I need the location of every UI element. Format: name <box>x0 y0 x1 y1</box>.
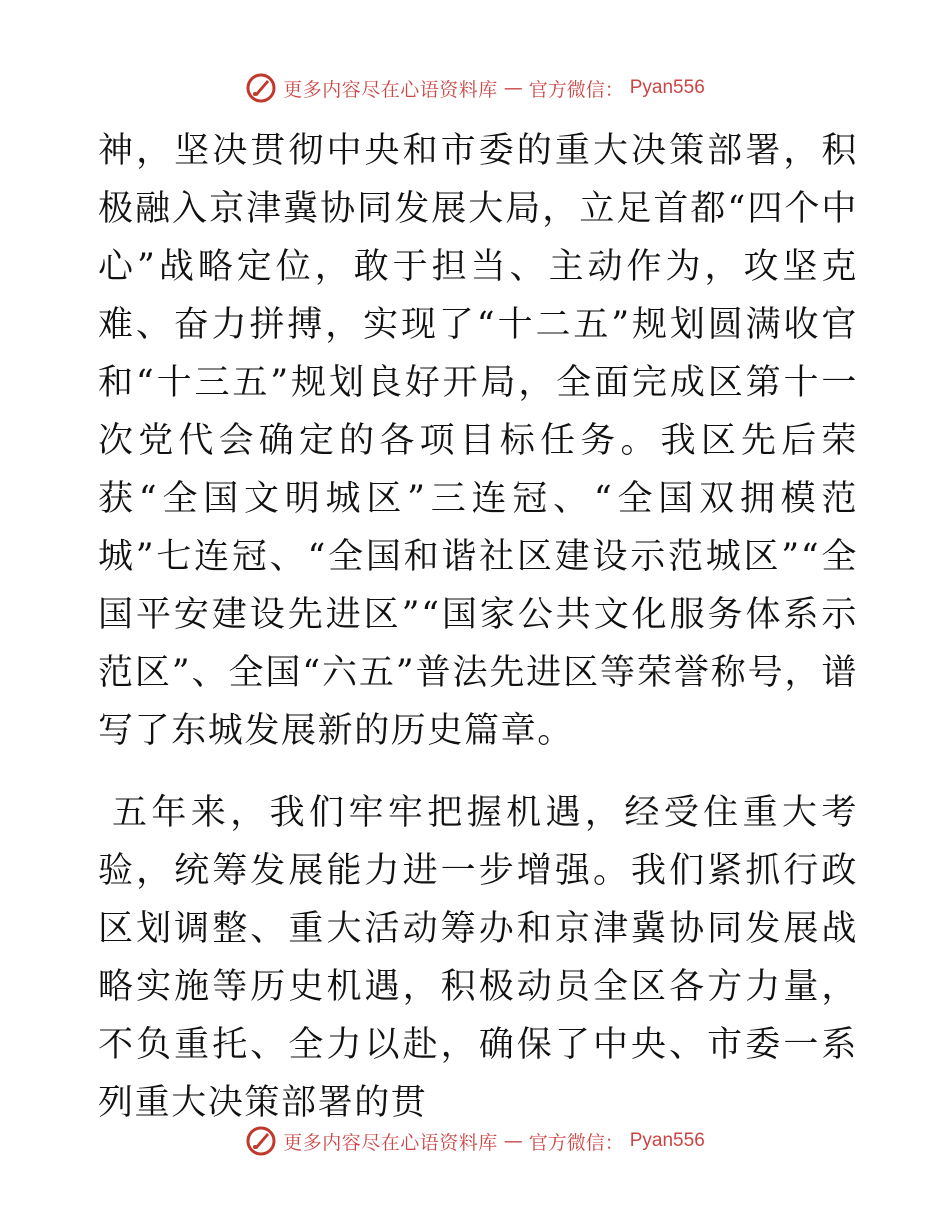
wechat-label: 官方微信： <box>528 78 624 101</box>
separator-dash: — <box>503 1130 523 1152</box>
footer-banner <box>0 1125 950 1157</box>
wechat-label: 官方微信： <box>528 1131 624 1154</box>
separator-dash: — <box>503 77 523 99</box>
wechat-id: Pyan556 <box>629 1130 705 1151</box>
wechat-id: Pyan556 <box>629 77 705 98</box>
brand-text: 更多内容尽在心语资料库 <box>283 78 498 101</box>
header-banner <box>0 72 950 104</box>
quill-circle-icon <box>245 1125 277 1157</box>
brand-text: 更多内容尽在心语资料库 <box>283 1131 498 1154</box>
paragraph-1: 神，坚决贯彻中央和市委的重大决策部署，积极融入京津冀协同发展大局，立足首都“四个中心”战略定位，敢于担当、主动作为，攻坚克难、奋力拼搏，实现了“十二五”规划圆满收官和“十三五”规划良好开局，全面完成区第十一次党代会确定的各项目标任务。我区先后荣获“全国文明城区”三连冠、“全国双拥模范城”七连冠、“全国和谐社区建设示范城区”“全国平安建设先进区”“国家公共文化服务体系示范区”、全国“六五”普法先进区等荣誉称号，谱写了东城发展新的历史篇章。 <box>98 131 858 751</box>
document-body <box>98 122 858 1132</box>
paragraph-2: 五年来，我们牢牢把握机遇，经受住重大考验，统筹发展能力进一步增强。我们紧抓行政区划调整、重大活动筹办和京津冀协同发展战略实施等历史机遇，积极动员全区各方力量，不负重托、全力以赴，确保了中央、市委一系列重大决策部署的贯 <box>98 793 858 1123</box>
quill-circle-icon <box>245 72 277 104</box>
